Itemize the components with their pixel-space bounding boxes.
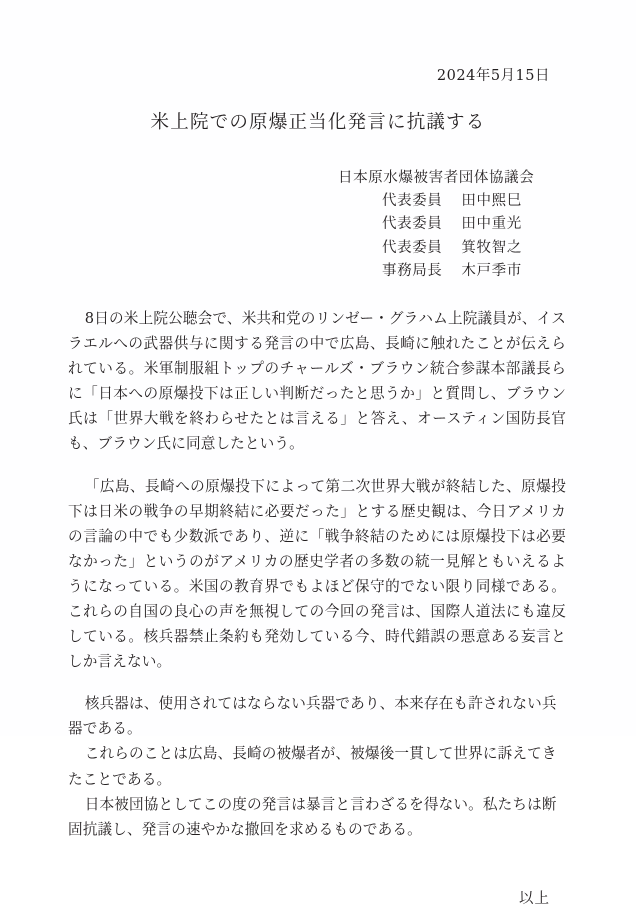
body-paragraph-3-line-2: これらのことは広島、長崎の被爆者が、被爆後一貫して世界に訴えてきたことである。	[68, 745, 557, 788]
body-paragraph-1: 8日の米上院公聴会で、米共和党のリンゼー・グラハム上院議員が、イスラエルへの武器供与に関する発言の中で広島、長崎に触れたことが伝えられている。米軍制服組トップのチャールズ・ブラウン統合参謀本部議長らに「日本への原爆投下は正しい判断だったと思うか」と質問し、ブラウン氏は「世界大戦を終わらせたとは言える」と答え、オースティン国防長官も、ブラウン氏に同意したという。	[68, 309, 566, 453]
signatory-name: 田中熙巳	[461, 193, 522, 209]
document-date: 2024年5月15日	[436, 68, 550, 84]
body-paragraph-2: 「広島、長崎への原爆投下によって第二次世界大戦が終結した、原爆投下は日米の戦争の早期終結に必要だった」とする歴史観は、今日アメリカの言論の中でも少数派であり、逆に「戦争終結のためには原爆投下は必要なかった」というのがアメリカの歴史学者の多数の統一見解ともいえるようになっている。米国の教育界でもよほど保守的でない限り同様である。これらの自国の良心の声を無視しての今回の発言は、国際人道法にも違反している。核兵器禁止条約も発効している今、時代錯誤の悪意ある妄言としか言えない。	[68, 477, 566, 671]
body-paragraph-3-line-3: 日本被団協としてこの度の発言は暴言と言わざるを得ない。私たちは断固抗議し、発言の速やかな撤回を求めるものである。	[68, 795, 557, 838]
body-paragraph-3	[68, 691, 566, 842]
signatory-row	[338, 213, 550, 236]
signatory-name: 田中重光	[461, 216, 522, 233]
signatory-role: 代表委員	[382, 239, 443, 256]
signatory-name: 木戸季市	[461, 263, 522, 280]
signatory-name: 箕牧智之	[461, 239, 522, 256]
document-closing: 以上	[519, 890, 550, 907]
signature-block	[40, 135, 596, 284]
body-paragraph-3-line-1: 核兵器は、使用されてはならない兵器であり、本来存在も許されない兵器である。	[68, 695, 557, 738]
document-body	[40, 284, 596, 842]
signature-inner	[338, 167, 550, 284]
signatory-role: 事務局長	[382, 263, 443, 280]
document-title: 米上院での原爆正当化発言に抗議する	[150, 112, 486, 134]
signatory-organization: 日本原水爆被害者団体協議会	[338, 169, 535, 186]
signatory-role: 代表委員	[382, 216, 443, 233]
signatory-role: 代表委員	[382, 193, 443, 209]
signatory-row	[338, 237, 550, 260]
signatory-row	[338, 260, 550, 283]
signatory-row	[338, 190, 550, 213]
